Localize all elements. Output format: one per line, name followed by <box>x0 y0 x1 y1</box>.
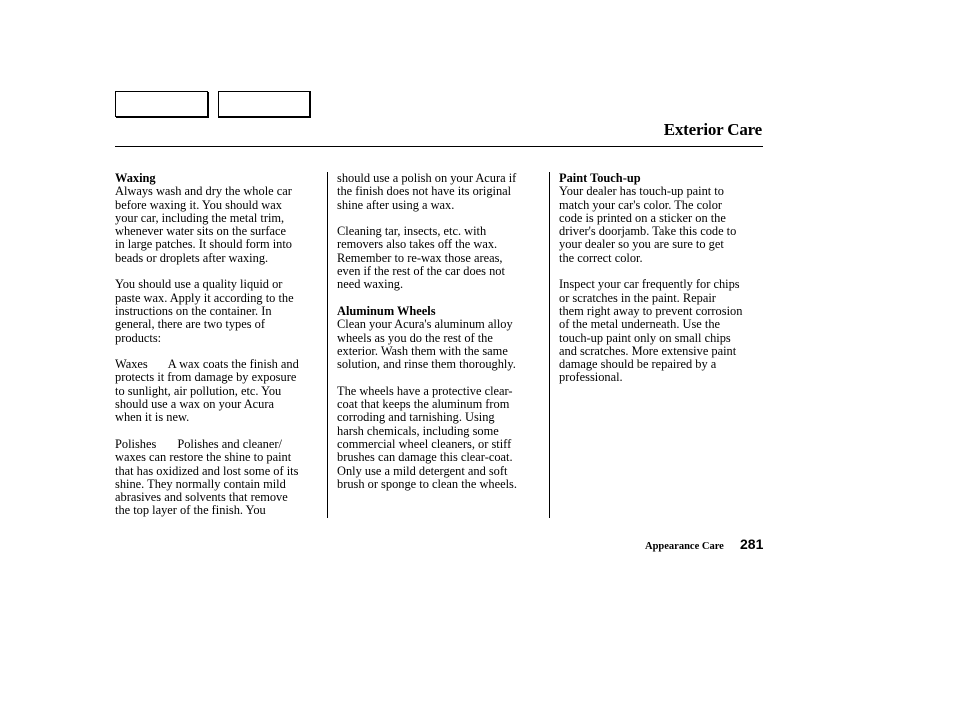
text-line: exterior. Wash them with the same <box>337 343 508 358</box>
term-waxes: Waxes <box>115 357 148 372</box>
nav-button-previous[interactable] <box>115 91 208 117</box>
text-line: coat that keeps the aluminum from <box>337 397 510 412</box>
text-fragment: Polishes and cleaner/ <box>177 436 282 451</box>
paragraph-inspect-chips <box>559 278 767 384</box>
text-line: and scratches. More extensive paint <box>559 343 737 358</box>
page-title: Exterior Care <box>663 120 762 139</box>
text-line: them right away to prevent corrosion <box>559 303 743 318</box>
text-line: professional. <box>559 370 623 385</box>
column-divider <box>549 172 550 518</box>
text-line: harsh chemicals, including some <box>337 423 499 438</box>
text-line: your car, including the metal trim, <box>115 210 285 225</box>
text-line: abrasives and solvents that remove <box>115 490 288 505</box>
term-polishes: Polishes <box>115 436 157 451</box>
text-line: need waxing. <box>337 277 404 292</box>
paragraph-polish-continued <box>337 172 545 212</box>
text-line: the finish does not have its original <box>337 184 512 199</box>
text-line: waxes can restore the shine to paint <box>115 450 292 465</box>
section-heading-aluminum-wheels: Aluminum Wheels <box>337 303 436 318</box>
text-line: shine after using a wax. <box>337 197 455 212</box>
text-line: the correct color. <box>559 250 643 265</box>
footer-section-name: Appearance Care <box>645 541 724 552</box>
text-line: match your car's color. The color <box>559 197 723 212</box>
text-line: removers also takes off the wax. <box>337 237 498 252</box>
text-line: in large patches. It should form into <box>115 237 292 252</box>
text-line: commercial wheel cleaners, or stiff <box>337 436 512 451</box>
text-line: should use a polish on your Acura if <box>337 171 517 185</box>
text-line: You should use a quality liquid or <box>115 277 283 292</box>
text-line: protects it from damage by exposure <box>115 370 297 385</box>
text-line: before waxing it. You should wax <box>115 197 282 212</box>
paragraph-wheels-clearcoat <box>337 385 545 491</box>
text-line: should use a wax on your Acura <box>115 397 274 412</box>
text-line: products: <box>115 330 162 345</box>
text-line: corroding and tarnishing. Using <box>337 410 495 425</box>
text-line: Inspect your car frequently for chips <box>559 277 740 292</box>
paragraph-polishes <box>115 438 323 518</box>
text-line: whenever water sits on the surface <box>115 224 286 239</box>
text-fragment: A wax coats the finish and <box>167 357 299 372</box>
text-line: The wheels have a protective clear- <box>337 383 513 398</box>
text-column-2 <box>337 172 545 504</box>
text-line: Your dealer has touch-up paint to <box>559 184 724 199</box>
title-divider <box>115 146 763 147</box>
text-line: Only use a mild detergent and soft <box>337 463 508 478</box>
paragraph-cleaning-tar <box>337 225 545 291</box>
text-line: of the metal underneath. Use the <box>559 317 721 332</box>
text-line: to sunlight, air pollution, etc. You <box>115 383 282 398</box>
text-line: damage should be repaired by a <box>559 357 717 372</box>
text-line: wheels as you do the rest of the <box>337 330 493 345</box>
section-heading-waxing: Waxing <box>115 171 156 185</box>
text-line: when it is new. <box>115 410 190 425</box>
paragraph-waxing-intro <box>115 185 323 265</box>
text-line: or scratches in the paint. Repair <box>559 290 716 305</box>
text-line: general, there are two types of <box>115 317 265 332</box>
paragraph-wax-products <box>115 278 323 344</box>
text-line: even if the rest of the car does not <box>337 264 505 279</box>
text-line: shine. They normally contain mild <box>115 476 286 491</box>
text-line: beads or droplets after waxing. <box>115 250 269 265</box>
paragraph-wheels-clean <box>337 318 545 371</box>
text-column-1 <box>115 172 323 531</box>
paragraph-waxes <box>115 358 323 424</box>
paragraph-touch-up-paint <box>559 185 767 265</box>
text-line: paste wax. Apply it according to the <box>115 290 294 305</box>
text-line: Always wash and dry the whole car <box>115 184 292 199</box>
text-line <box>115 438 323 451</box>
text-line: solution, and rinse them thoroughly. <box>337 357 516 372</box>
column-divider <box>327 172 328 518</box>
text-line <box>115 358 323 371</box>
text-line: your dealer so you are sure to get <box>559 237 724 252</box>
section-heading-paint-touch-up: Paint Touch-up <box>559 171 641 185</box>
text-line: touch-up paint only on small chips <box>559 330 731 345</box>
text-line: driver's doorjamb. Take this code to <box>559 224 737 239</box>
text-line: that has oxidized and lost some of its <box>115 463 299 478</box>
text-line: the top layer of the finish. You <box>115 503 266 518</box>
text-line: Clean your Acura's aluminum alloy <box>337 317 513 332</box>
text-line: code is printed on a sticker on the <box>559 210 726 225</box>
text-line: Cleaning tar, insects, etc. with <box>337 224 487 239</box>
page-number: 281 <box>740 536 764 552</box>
text-line: Remember to re-wax those areas, <box>337 250 503 265</box>
text-line: brushes can damage this clear-coat. <box>337 450 513 465</box>
text-line: brush or sponge to clean the wheels. <box>337 476 517 491</box>
text-line: instructions on the container. In <box>115 303 272 318</box>
nav-button-next[interactable] <box>218 91 311 118</box>
text-column-3 <box>559 172 767 398</box>
